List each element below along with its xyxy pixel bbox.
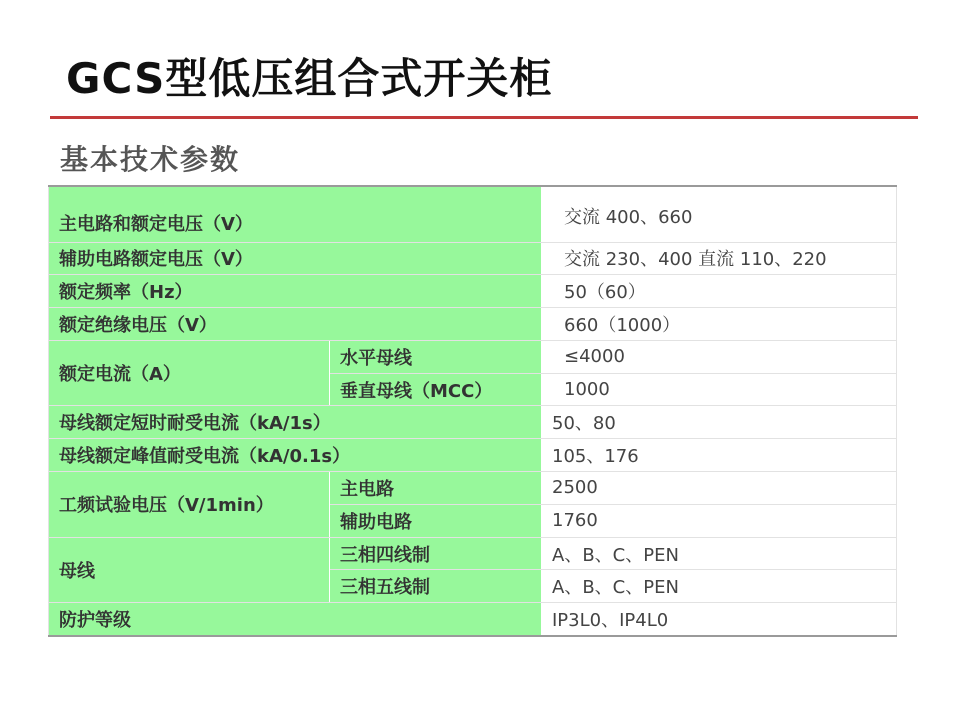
param-sublabel: 垂直母线（MCC） (330, 373, 542, 406)
param-label: 主电路和额定电压（V） (49, 186, 542, 242)
param-value: A、B、C、PEN (542, 537, 897, 570)
param-label: 母线 (49, 537, 330, 603)
table-row (49, 472, 897, 505)
param-label: 工频试验电压（V/1min） (49, 472, 330, 538)
table-row (49, 242, 897, 275)
param-value: IP3L0、IP4L0 (542, 603, 897, 636)
table-row (49, 340, 897, 373)
param-value: ≤4000 (542, 340, 897, 373)
param-value: 交流 230、400 直流 110、220 (542, 242, 897, 275)
table-row (49, 275, 897, 308)
param-sublabel: 主电路 (330, 472, 542, 505)
page-title: GCS型低压组合式开关柜 (66, 54, 553, 103)
table-row (49, 603, 897, 636)
param-sublabel: 三相四线制 (330, 537, 542, 570)
param-sublabel: 三相五线制 (330, 570, 542, 603)
param-label: 防护等级 (49, 603, 542, 636)
param-sublabel: 辅助电路 (330, 504, 542, 537)
param-value: 105、176 (542, 439, 897, 472)
param-value: 1000 (542, 373, 897, 406)
param-value: 50（60） (542, 275, 897, 308)
param-label: 母线额定短时耐受电流（kA/1s） (49, 406, 542, 439)
title-divider (50, 116, 918, 119)
table-row (49, 439, 897, 472)
param-label: 母线额定峰值耐受电流（kA/0.1s） (49, 439, 542, 472)
spec-table (48, 185, 897, 637)
param-value: A、B、C、PEN (542, 570, 897, 603)
table-row (49, 186, 897, 242)
param-value: 2500 (542, 472, 897, 505)
param-label: 额定电流（A） (49, 340, 330, 406)
param-label: 辅助电路额定电压（V） (49, 242, 542, 275)
section-subtitle: 基本技术参数 (60, 143, 241, 176)
param-value: 50、80 (542, 406, 897, 439)
param-value: 1760 (542, 504, 897, 537)
param-value: 660（1000） (542, 308, 897, 341)
param-label: 额定频率（Hz） (49, 275, 542, 308)
table-row (49, 406, 897, 439)
param-value: 交流 400、660 (542, 186, 897, 242)
param-label: 额定绝缘电压（V） (49, 308, 542, 341)
param-sublabel: 水平母线 (330, 340, 542, 373)
table-row (49, 537, 897, 570)
table-row (49, 308, 897, 341)
